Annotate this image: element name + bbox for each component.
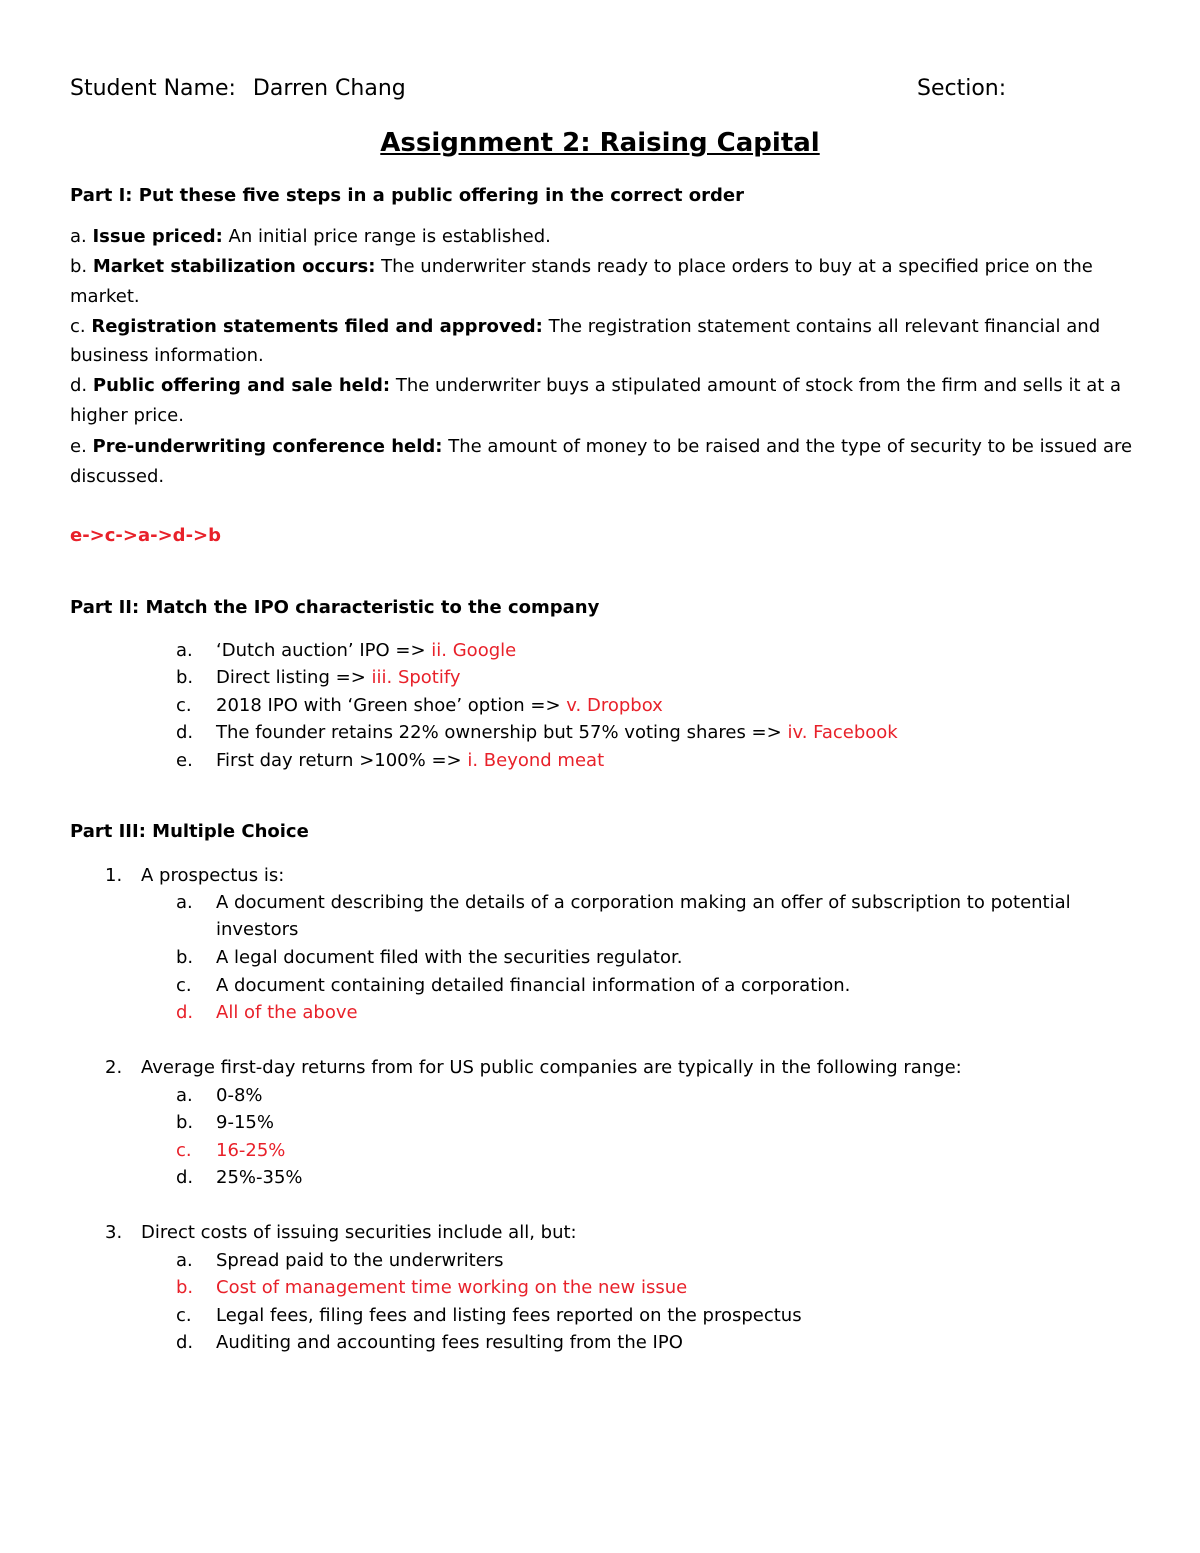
option-text: 16-25% xyxy=(216,1140,286,1161)
q1-option-d xyxy=(176,1004,358,1022)
item-text: ‘Dutch auction’ IPO => xyxy=(216,640,432,661)
option-label: a. xyxy=(176,892,193,913)
option-label: b. xyxy=(176,947,194,968)
question-number: 1. xyxy=(105,865,123,886)
item-label: d. xyxy=(176,722,194,743)
item-label: b. xyxy=(176,667,194,688)
step-label: c. xyxy=(70,316,92,337)
step-term: Market stabilization occurs: xyxy=(92,256,376,277)
part3-heading: Part III: Multiple Choice xyxy=(70,821,309,842)
q1-option-c xyxy=(176,977,850,995)
option-text: 9-15% xyxy=(216,1112,274,1133)
item-label: c. xyxy=(176,695,192,716)
part1-heading: Part I: Put these five steps in a public offering in the correct order xyxy=(70,185,744,206)
step-text: The amount of money to be raised and the type of security to be issued are xyxy=(442,436,1133,457)
part1-step-e xyxy=(70,438,1132,456)
step-term: Pre-underwriting conference held: xyxy=(92,436,443,457)
item-answer: iii. Spotify xyxy=(371,667,461,688)
item-answer: i. Beyond meat xyxy=(467,750,605,771)
item-answer: iv. Facebook xyxy=(787,722,898,743)
q1-option-b xyxy=(176,949,682,967)
step-label: d. xyxy=(70,375,93,396)
part2-heading: Part II: Match the IPO characteristic to the company xyxy=(70,597,600,618)
part1-step-a xyxy=(70,228,551,246)
item-text: First day return >100% => xyxy=(216,750,468,771)
q3-option-c xyxy=(176,1307,802,1325)
q2-option-b xyxy=(176,1114,274,1132)
student-name-label: Student Name: xyxy=(70,76,236,101)
option-label: c. xyxy=(176,975,192,996)
step-term: Registration statements filed and approved: xyxy=(91,316,543,337)
option-label: d. xyxy=(176,1002,194,1023)
question-1 xyxy=(105,867,284,885)
q2-option-a xyxy=(176,1087,263,1105)
q3-option-a xyxy=(176,1252,504,1270)
step-term: Issue priced: xyxy=(92,226,223,247)
student-name-line xyxy=(70,78,406,100)
step-label: a. xyxy=(70,226,93,247)
option-label: a. xyxy=(176,1250,193,1271)
step-text: The registration statement contains all relevant financial and xyxy=(542,316,1101,337)
option-label: d. xyxy=(176,1167,194,1188)
question-number: 3. xyxy=(105,1222,123,1243)
q2-option-d xyxy=(176,1169,303,1187)
item-text: Direct listing => xyxy=(216,667,372,688)
option-text: A legal document filed with the securities regulator. xyxy=(216,947,683,968)
question-3 xyxy=(105,1224,577,1242)
q2-option-c xyxy=(176,1142,285,1160)
option-label: b. xyxy=(176,1112,194,1133)
item-answer: ii. Google xyxy=(431,640,517,661)
step-text: An initial price range is established. xyxy=(222,226,551,247)
q3-option-b xyxy=(176,1279,687,1297)
part1-step-b xyxy=(70,258,1093,276)
match-item-b xyxy=(176,669,461,687)
question-text: A prospectus is: xyxy=(141,865,285,886)
item-text: The founder retains 22% ownership but 57% voting shares => xyxy=(216,722,788,743)
option-label: b. xyxy=(176,1277,194,1298)
match-item-c xyxy=(176,697,663,715)
step-label: b. xyxy=(70,256,93,277)
option-text: Auditing and accounting fees resulting from the IPO xyxy=(216,1332,683,1353)
step-label: e. xyxy=(70,436,93,457)
option-label: a. xyxy=(176,1085,193,1106)
part1-step-e-cont: discussed. xyxy=(70,466,165,487)
option-text: Legal fees, filing fees and listing fees reported on the prospectus xyxy=(216,1305,802,1326)
option-text: Spread paid to the underwriters xyxy=(216,1250,504,1271)
question-2 xyxy=(105,1059,962,1077)
part1-step-b-cont: market. xyxy=(70,286,140,307)
q1-option-a xyxy=(176,894,1071,912)
step-text: The underwriter stands ready to place orders to buy at a specified price on the xyxy=(375,256,1093,277)
item-label: e. xyxy=(176,750,193,771)
question-text: Average first-day returns from for US public companies are typically in the following range: xyxy=(141,1057,962,1078)
option-label: c. xyxy=(176,1140,192,1161)
item-answer: v. Dropbox xyxy=(566,695,663,716)
part1-answer: e->c->a->d->b xyxy=(70,525,222,546)
option-text: A document containing detailed financial information of a corporation. xyxy=(216,975,851,996)
match-item-d xyxy=(176,724,898,742)
option-text: 25%-35% xyxy=(216,1167,303,1188)
section-label: Section: xyxy=(917,76,1007,101)
match-item-e xyxy=(176,752,604,770)
option-label: c. xyxy=(176,1305,192,1326)
step-text: The underwriter buys a stipulated amount of stock from the firm and sells it at a xyxy=(390,375,1122,396)
q1-option-a-cont: investors xyxy=(216,919,299,940)
q3-option-d xyxy=(176,1334,683,1352)
option-text: A document describing the details of a corporation making an offer of subscription to potential xyxy=(216,892,1071,913)
question-number: 2. xyxy=(105,1057,123,1078)
item-label: a. xyxy=(176,640,193,661)
part1-step-c-cont: business information. xyxy=(70,345,264,366)
part1-step-d-cont: higher price. xyxy=(70,405,184,426)
option-text: 0-8% xyxy=(216,1085,263,1106)
option-text: All of the above xyxy=(216,1002,358,1023)
option-label: d. xyxy=(176,1332,194,1353)
question-text: Direct costs of issuing securities include all, but: xyxy=(141,1222,577,1243)
part1-step-d xyxy=(70,377,1121,395)
part1-step-c xyxy=(70,318,1100,336)
match-item-a xyxy=(176,642,516,660)
item-text: 2018 IPO with ‘Green shoe’ option => xyxy=(216,695,567,716)
step-term: Public offering and sale held: xyxy=(92,375,391,396)
option-text: Cost of management time working on the new issue xyxy=(216,1277,688,1298)
assignment-title: Assignment 2: Raising Capital xyxy=(380,128,820,158)
student-name-value: Darren Chang xyxy=(252,76,406,101)
